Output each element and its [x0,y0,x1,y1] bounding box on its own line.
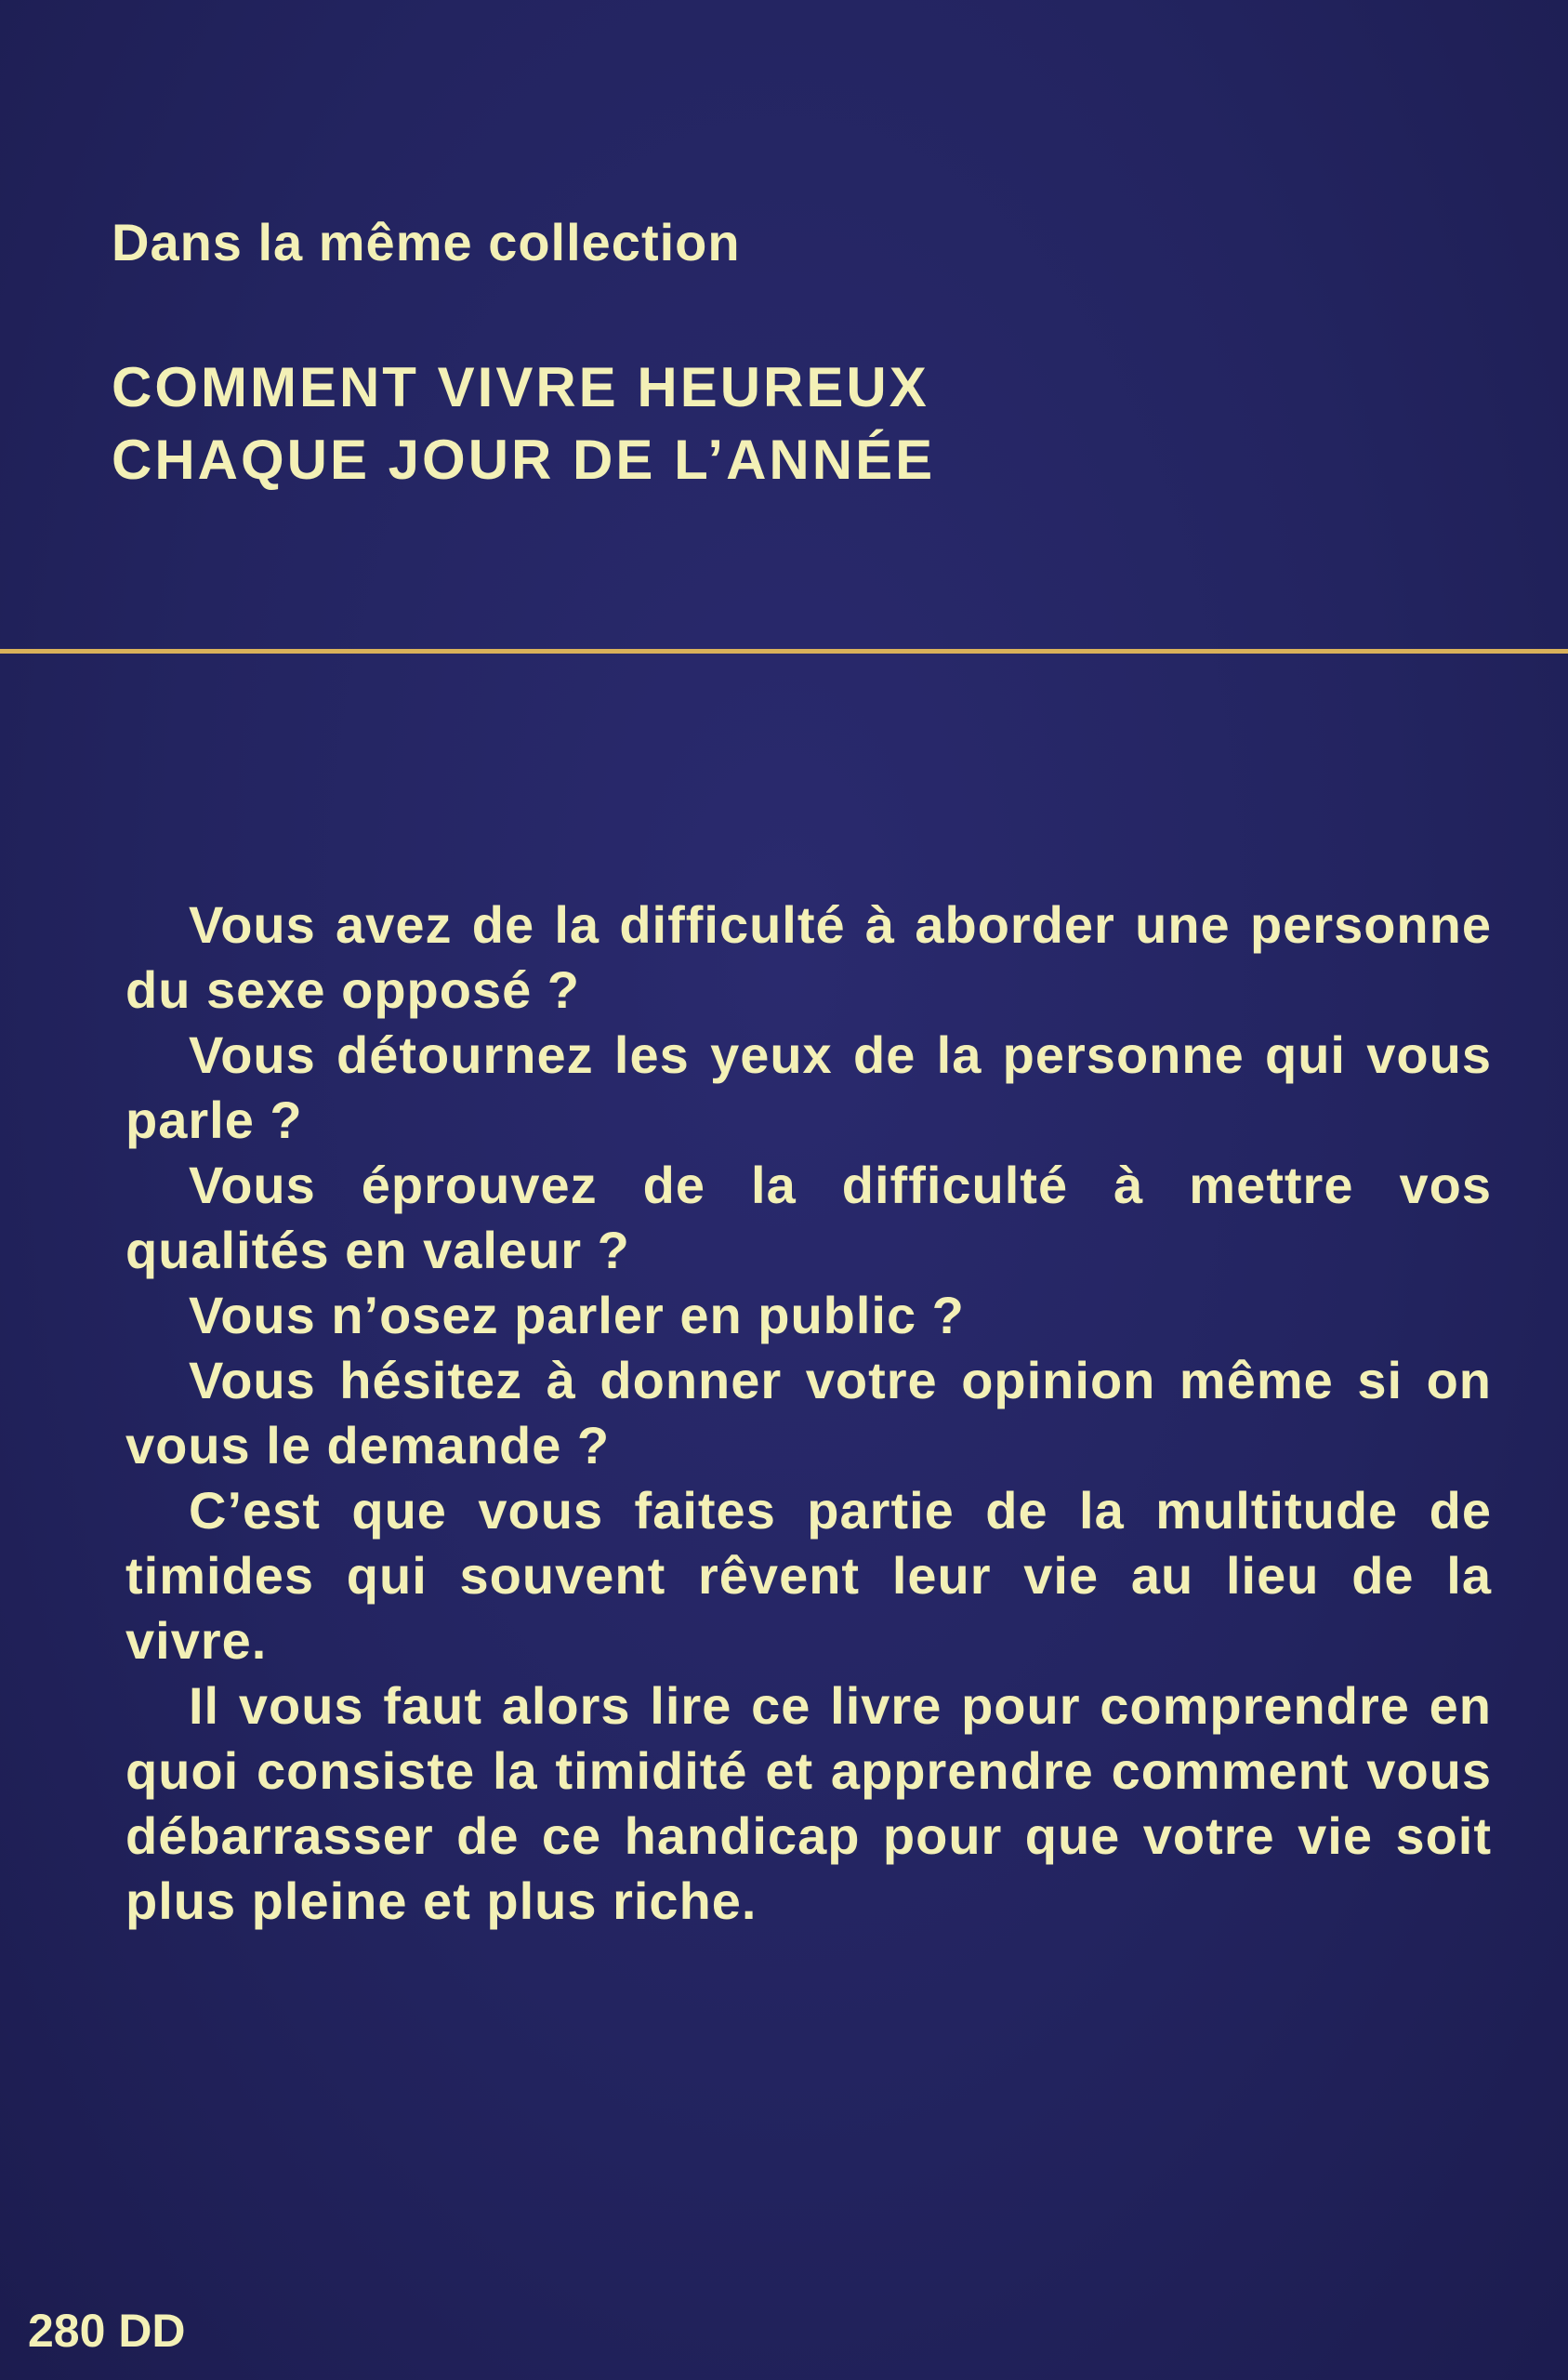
blurb-paragraph: Vous n’osez parler en public ? [189,1286,965,1344]
related-title-line-1: COMMENT VIVRE HEUREUX [112,356,929,418]
related-book-title [112,351,935,496]
blurb-paragraph: Vous éprouvez de la difficulté à mettre vos qualités en valeur ? [125,1156,1492,1279]
related-title-line-2: CHAQUE JOUR DE L’ANNÉE [112,429,936,491]
blurb-paragraph: Vous hésitez à donner votre opinion même si on vous le demande ? [125,1351,1492,1474]
blurb-paragraph: Vous détournez les yeux de la personne qui vous parle ? [125,1025,1492,1149]
collection-heading: Dans la même collection [112,213,741,271]
price-code: 280 DD [28,2305,186,2357]
blurb-paragraph: C’est que vous faites partie de la multitude de timides qui souvent rêvent leur vie au lieu de la vivre. [125,1481,1492,1670]
blurb-paragraph: Il vous faut alors lire ce livre pour comprendre en quoi consiste la timidité et apprendre comment vous débarrasser de ce handicap pour que votre vie soit plus pleine et plus riche. [125,1676,1492,1930]
blurb-paragraph: Vous avez de la difficulté à aborder une personne du sexe opposé ? [125,895,1492,1019]
blurb-text [125,892,1492,1934]
divider-line [0,649,1568,654]
